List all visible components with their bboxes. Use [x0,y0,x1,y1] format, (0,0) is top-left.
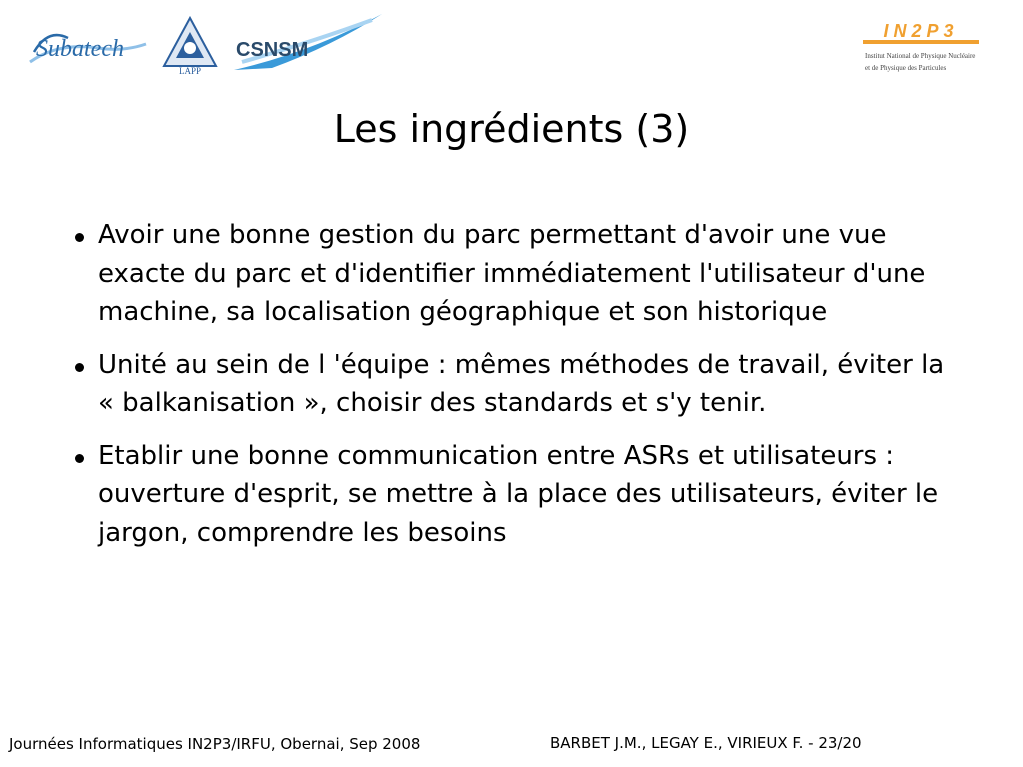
csnsm-logo-text: CSNSM [236,39,309,61]
bullet-item [72,437,947,553]
subatech-logo-text: Subatech [36,36,124,62]
bullet-text: Avoir une bonne gestion du parc permettant d'avoir une vue exacte du parc et d'identifier immédiatement l'utilisateur d'une machine, sa localisation géographique et son historique [98,220,926,327]
bullet-text: Unité au sein de l 'équipe : mêmes méthodes de travail, éviter la « balkanisation », choisir des standards et s'y tenir. [98,349,945,418]
footer-authors: BARBET J.M., LEGAY E., VIRIEUX F. - 23/20 [550,734,862,752]
lapp-logo [160,14,220,76]
in2p3-logo-subtitle-1: Institut National de Physique Nucléaire [865,52,976,60]
slide-title: Les ingrédients (3) [333,107,690,151]
lapp-logo-text: LAPP [178,66,202,76]
bullet-dot-icon [75,454,84,463]
bullet-dot-icon [75,233,84,242]
in2p3-logo-text: IN2P3 [883,21,959,41]
bullet-item [72,216,947,332]
bullet-list [72,216,947,566]
subatech-logo [28,22,148,72]
footer-event: Journées Informatiques IN2P3/IRFU, Obernai, Sep 2008 [9,735,421,753]
bullet-text: Etablir une bonne communication entre ASRs et utilisateurs : ouverture d'esprit, se mettre à la place des utilisateurs, éviter le jargon, comprendre les besoins [98,440,939,548]
in2p3-logo [863,18,979,78]
in2p3-logo-subtitle-2: et de Physique des Particules [865,64,947,72]
bullet-item [72,346,947,423]
bullet-dot-icon [75,363,84,372]
csnsm-logo [232,12,384,74]
